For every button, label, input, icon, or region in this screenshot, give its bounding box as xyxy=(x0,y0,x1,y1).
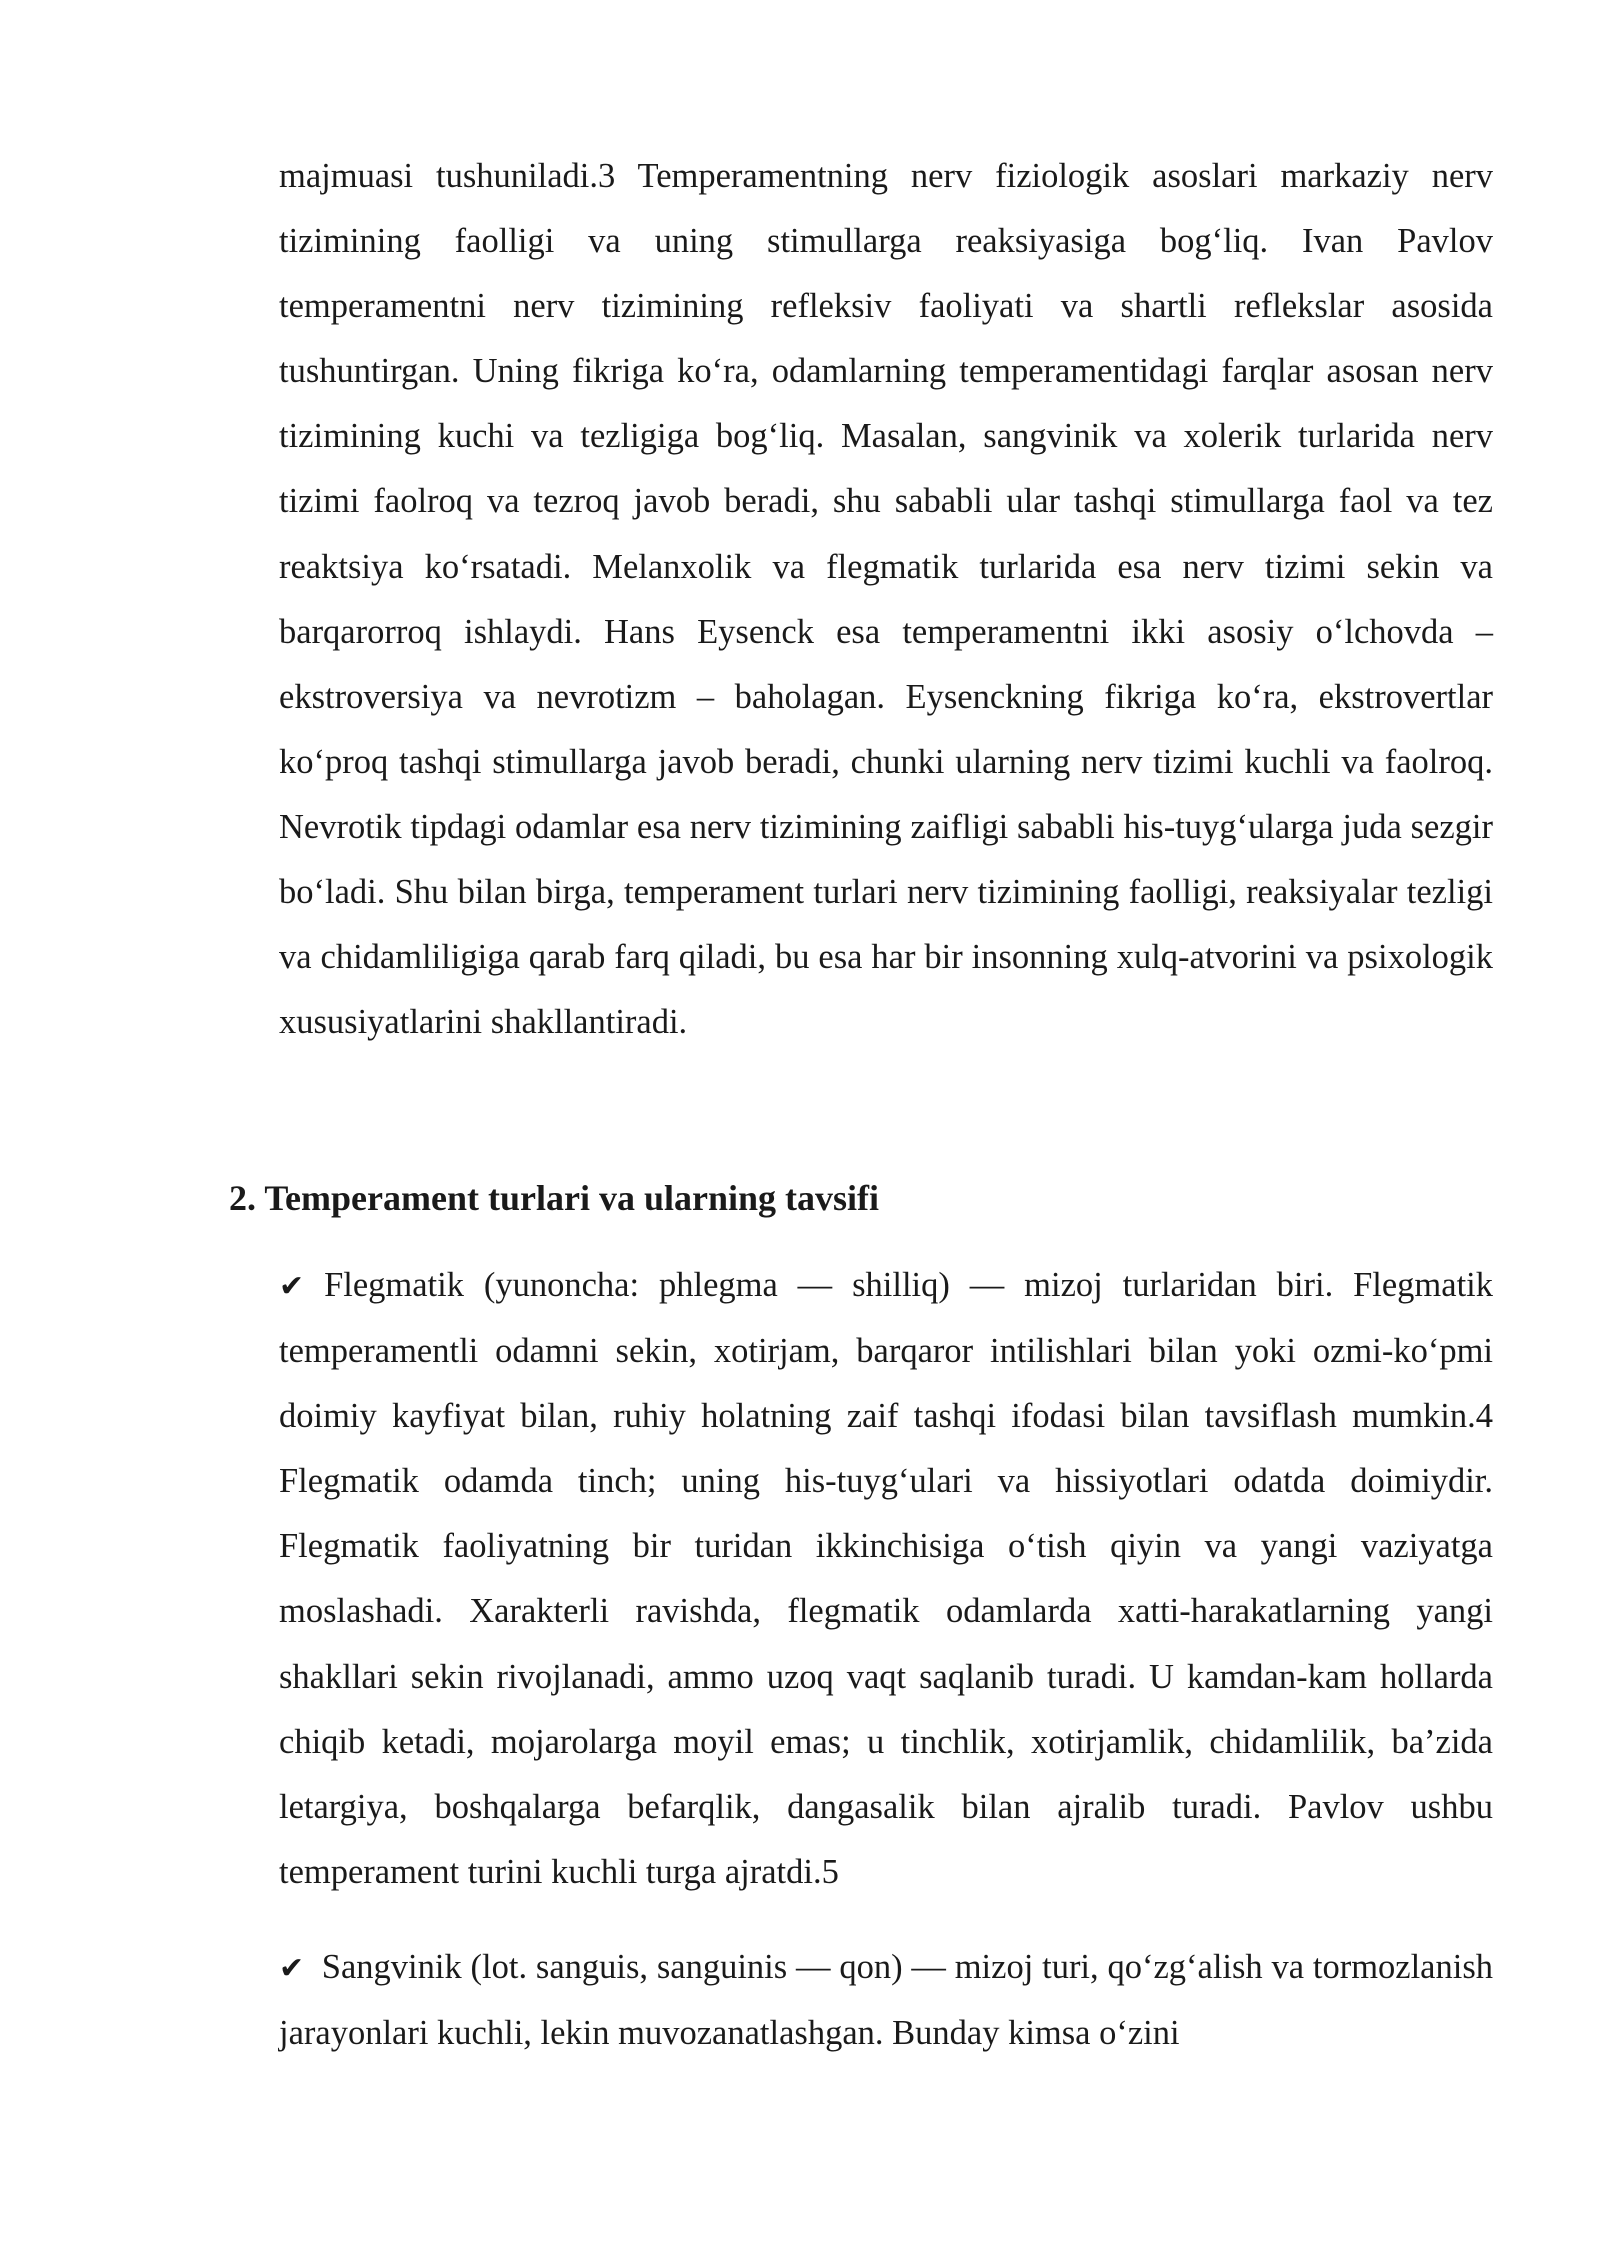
sangvinik-paragraph xyxy=(279,1935,1493,2066)
intro-paragraph: majmuasi tushuniladi.3 Temperamentning nerv fiziologik asoslari markaziy nerv tizimining faolligi va uning stimullarga reaksiyasiga bog‘liq. Ivan Pavlov temperamentni nerv tizimining refleksiv faoliyati va shartli reflekslar asosida tushuntirgan. Uning fikriga ko‘ra, odamlarning temperamentidagi farqlar asosan nerv tizimining kuchi va tezligiga bog‘liq. Masalan, sangvinik va xolerik turlarida nerv tizimi faolroq va tezroq javob beradi, shu sababli ular tashqi stimullarga faol va tez reaktsiya ko‘rsatadi. Melanxolik va flegmatik turlarida esa nerv tizimi sekin va barqarorroq ishlaydi. Hans Eysenck esa temperamentni ikki asosiy o‘lchovda – ekstroversiya va nevrotizm – baholagan. Eysenckning fikriga ko‘ra, ekstrovertlar ko‘proq tashqi stimullarga javob beradi, chunki ularning nerv tizimi kuchli va faolroq. Nevrotik tipdagi odamlar esa nerv tizimining zaifligi sababli his-tuyg‘ularga juda sezgir bo‘ladi. Shu bilan birga, temperament turlari nerv tizimining faolligi, reaksiyalar tezligi va chidamliligiga qarab farq qiladi, bu esa har bir insonning xulq-atvorini va psixologik xususiyatlarini shakllantiradi. xyxy=(279,157,1493,1042)
section-heading: 2. Temperament turlari va ularning tavsifi xyxy=(229,1178,879,1218)
check-mark-icon: ✔ xyxy=(279,1269,305,1304)
flegmatik-paragraph xyxy=(279,1253,1493,1905)
check-mark-icon: ✔ xyxy=(279,1951,305,1986)
sangvinik-text: Sangvinik (lot. sanguis, sanguinis — qon) — mizoj turi, qo‘zg‘alish va tormozlanish jarayonlari kuchli, lekin muvozanatlashgan. Bunday kimsa o‘zini xyxy=(279,1948,1494,2053)
flegmatik-text: Flegmatik (yunoncha: phlegma — shilliq) — mizoj turlaridan biri. Flegmatik temperamentli odamni sekin, xotirjam, barqaror intilishlari bilan yoki ozmi-ko‘pmi doimiy kayfiyat bilan, ruhiy holatning zaif tashqi ifodasi bilan tavsiflash mumkin.4 Flegmatik odamda tinch; uning his-tuyg‘ulari va hissiyotlari odatda doimiydir. Flegmatik faoliyatning bir turidan ikkinchisiga o‘tish qiyin va yangi vaziyatga moslashadi. Xarakterli ravishda, flegmatik odamlarda xatti-harakatlarning yangi shakllari sekin rivojlanadi, ammo uzoq vaqt saqlanib turadi. U kamdan-kam hollarda chiqib ketadi, mojarolarga moyil emas; u tinchlik, xotirjamlik, chidamlilik, ba’zida letargiya, boshqalarga befarqlik, dangasalik bilan ajralib turadi. Pavlov ushbu temperament turini kuchli turga ajratdi.5 xyxy=(279,1266,1494,1891)
